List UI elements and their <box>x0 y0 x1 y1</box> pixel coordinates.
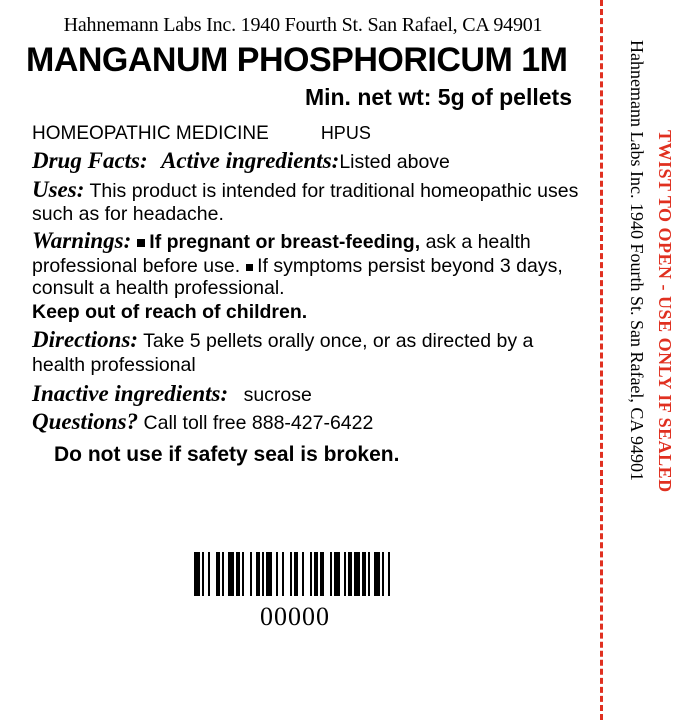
barcode-number: 00000 <box>260 602 330 631</box>
square-bullet-icon <box>137 239 145 247</box>
side-manufacturer-text: Hahnemann Labs Inc. 1940 Fourth St. San Rafael, CA 94901 <box>627 40 647 481</box>
directions-heading: Directions: <box>32 327 139 353</box>
twist-to-open-warning: TWIST TO OPEN - USE ONLY IF SEALED <box>655 130 675 493</box>
perforation-dashed-line <box>600 0 603 720</box>
square-bullet-icon-2 <box>246 264 253 271</box>
side-panel <box>600 0 686 720</box>
drug-facts-row <box>32 148 588 175</box>
hpus-label: HPUS <box>320 123 371 144</box>
warnings-heading: Warnings: <box>32 227 132 253</box>
warning-two: If symptoms persist beyond 3 days, consult a health professional. <box>32 254 563 300</box>
active-ingredients-value: Listed above <box>339 151 450 174</box>
inactive-ingredients-heading: Inactive ingredients: <box>32 380 229 406</box>
uses-heading: Uses: <box>32 176 85 202</box>
drug-facts-heading: Drug Facts: <box>32 148 148 174</box>
directions-text: Take 5 pellets orally once, or as directed by a health professional <box>32 330 534 377</box>
product-name: MANGANUM PHOSPHORICUM 1M <box>26 41 568 79</box>
inactive-ingredients-value: sucrose <box>243 383 312 406</box>
safety-seal-warning: Do not use if safety seal is broken. <box>54 443 400 467</box>
category-row <box>32 123 588 145</box>
category-label: HOMEOPATHIC MEDICINE <box>32 123 269 145</box>
net-weight: Min. net wt: 5g of pellets <box>304 84 572 111</box>
barcode-image <box>150 552 440 596</box>
questions-heading: Questions? <box>32 409 139 435</box>
keep-out-of-reach: Keep out of reach of children. <box>32 300 308 323</box>
warnings-row <box>32 228 588 300</box>
warning-one-cont: ask a health professional before use. <box>32 230 531 277</box>
barcode-area <box>150 552 440 632</box>
inactive-row <box>32 381 588 408</box>
uses-row <box>32 177 588 226</box>
manufacturer-line: Hahnemann Labs Inc. 1940 Fourth St. San Rafael, CA 94901 <box>63 14 543 36</box>
questions-row <box>32 409 588 436</box>
active-ingredients-heading: Active ingredients: <box>161 148 340 174</box>
questions-text: Call toll free 888-427-6422 <box>143 412 374 435</box>
drug-facts-block <box>32 148 588 467</box>
label-main-content <box>18 14 588 467</box>
warning-one: If pregnant or breast-feeding, <box>149 230 421 253</box>
directions-row <box>32 327 588 376</box>
uses-text: This product is intended for traditional homeopathic uses such as for headache. <box>32 179 579 226</box>
